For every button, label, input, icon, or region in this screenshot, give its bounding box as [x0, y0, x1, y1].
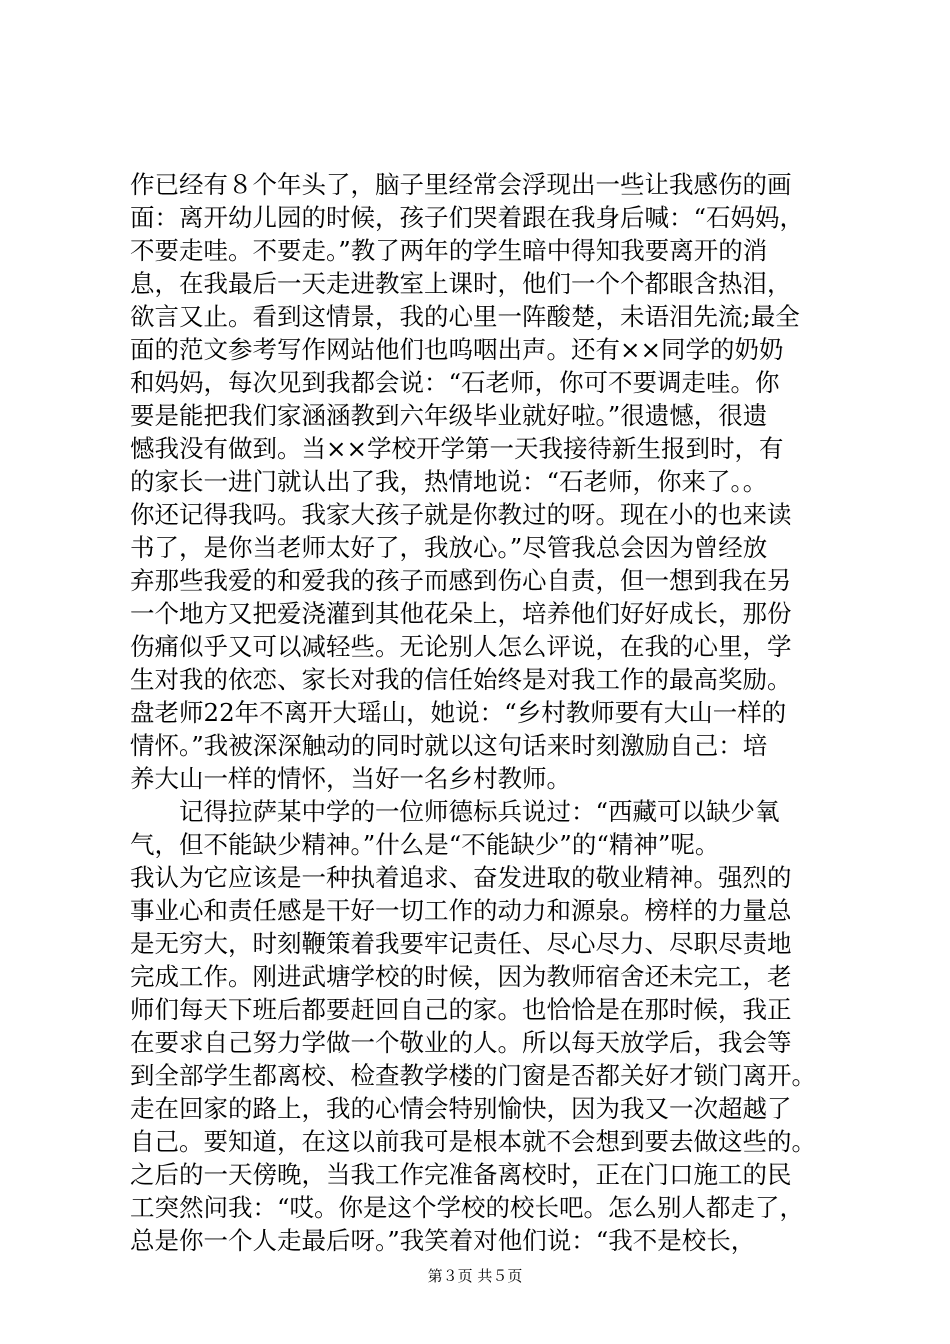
text-line: 完成工作。刚进武塘学校的时候，因为教师宿舍还未完工，老 [130, 962, 792, 991]
text-line: 你还记得我吗。我家大孩子就是你教过的呀。现在小的也来读 [130, 500, 792, 529]
text-line: 弃那些我爱的和爱我的孩子而感到伤心自责，但一想到我在另 [130, 566, 792, 595]
text-line: 憾我没有做到。当××学校开学第一天我接待新生报到时，有 [130, 434, 784, 463]
text-line: 和妈妈，每次见到我都会说：“石老师，你可不要调走哇。你 [130, 368, 780, 397]
text-line: 面：离开幼儿园的时候，孩子们哭着跟在我身后喊：“石妈妈， [130, 203, 805, 232]
page-number-footer: 第３页 共５页 [427, 1267, 523, 1285]
text-line: 盘老师22年不离开大瑶山，她说：“乡村教师要有大山一样的 [130, 698, 787, 727]
text-line: 事业心和责任感是干好一切工作的动力和源泉。榜样的力量总 [130, 896, 792, 925]
text-line: 书了，是你当老师太好了，我放心。”尽管我总会因为曾经放 [130, 533, 768, 562]
text-line: 气，但不能缺少精神。”什么是“不能缺少”的“精神”呢。 [130, 830, 720, 859]
text-line: 生对我的依恋、家长对我的信任始终是对我工作的最高奖励。 [130, 665, 792, 694]
body-text [130, 168, 830, 1257]
text-line: 养大山一样的情怀，当好一名乡村教师。 [130, 764, 571, 793]
text-line: 工突然问我：“哎。你是这个学校的校长吧。怎么别人都走了， [130, 1193, 805, 1222]
text-line: 息，在我最后一天走进教室上课时，他们一个个都眼含热泪， [130, 269, 792, 298]
text-line: 到全部学生都离校、检查教学楼的门窗是否都关好才锁门离开。 [130, 1061, 816, 1090]
text-line: 记得拉萨某中学的一位师德标兵说过：“西藏可以缺少氧 [130, 797, 780, 826]
text-line: 要是能把我们家涵涵教到六年级毕业就好啦。”很遗憾，很遗 [130, 401, 768, 430]
text-line: 欲言又止。看到这情景，我的心里一阵酸楚，未语泪先流;最全 [130, 302, 800, 331]
text-line: 情怀。”我被深深触动的同时就以这句话来时刻激励自己：培 [130, 731, 768, 760]
text-line: 面的范文参考写作网站他们也呜咽出声。还有××同学的奶奶 [130, 335, 784, 364]
text-line: 伤痛似乎又可以减轻些。无论别人怎么评说，在我的心里，学 [130, 632, 792, 661]
text-line: 自己。要知道，在这以前我可是根本就不会想到要去做这些的。 [130, 1127, 816, 1156]
text-line: 走在回家的路上，我的心情会特别愉快，因为我又一次超越了 [130, 1094, 792, 1123]
text-line: 一个地方又把爱浇灌到其他花朵上，培养他们好好成长，那份 [130, 599, 792, 628]
text-line: 在要求自己努力学做一个敬业的人。所以每天放学后，我会等 [130, 1028, 792, 1057]
text-line: 作已经有８个年头了，脑子里经常会浮现出一些让我感伤的画 [130, 170, 792, 199]
text-line: 总是你一个人走最后呀。”我笑着对他们说：“我不是校长， [130, 1226, 756, 1255]
text-line: 的家长一进门就认出了我，热情地说：“石老师，你来了。。 [130, 467, 768, 496]
text-line: 我认为它应该是一种执着追求、奋发进取的敬业精神。强烈的 [130, 863, 792, 892]
text-line: 师们每天下班后都要赶回自己的家。也恰恰是在那时候，我正 [130, 995, 792, 1024]
text-line: 不要走哇。不要走。”教了两年的学生暗中得知我要离开的消 [130, 236, 768, 265]
text-line: 是无穷大，时刻鞭策着我要牢记责任、尽心尽力、尽职尽责地 [130, 929, 792, 958]
text-line: 之后的一天傍晚，当我工作完准备离校时，正在门口施工的民 [130, 1160, 792, 1189]
